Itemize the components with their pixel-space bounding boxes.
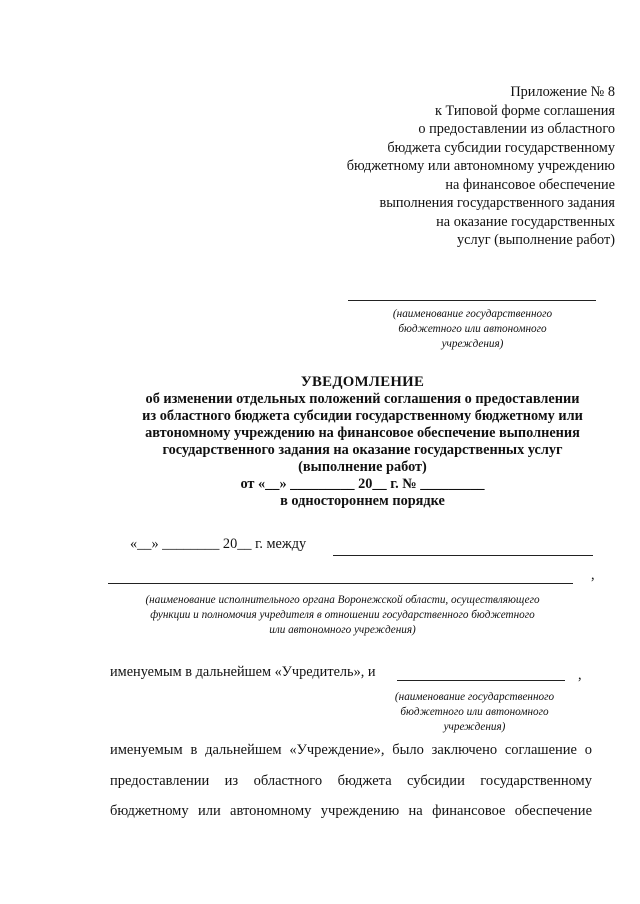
notice-heading: УВЕДОМЛЕНИЕ — [300, 374, 425, 390]
appendix-header — [347, 83, 615, 250]
appendix-line: услуг (выполнение работ) — [456, 232, 615, 248]
notice-date-line: от «__» _________ 20__ г. № _________ — [240, 476, 485, 492]
founder-line: именуемым в дальнейшем «Учредитель», и — [110, 664, 376, 680]
appendix-line: на оказание государственных — [436, 213, 615, 230]
appendix-line: бюджетному или автономному учреждению — [346, 158, 615, 174]
notice-line: из областного бюджета субсидии государственному бюджетному или — [142, 408, 583, 424]
institution-caption: (наименование государственного бюджетного или автономного учреждения) — [394, 691, 555, 733]
appendix-line: о предоставлении из областного — [418, 121, 615, 137]
notice-line: государственного задания на оказание государственных услуг — [162, 442, 563, 458]
comma: , — [578, 667, 582, 683]
recipient-name-blank[interactable] — [348, 300, 596, 301]
paragraph-line: бюджетному или автономному учреждению на финансовое обеспечение — [110, 803, 592, 819]
institution-name-blank[interactable] — [397, 680, 565, 681]
appendix-line: к Типовой форме соглашения — [434, 102, 615, 119]
notice-line: автономному учреждению на финансовое обеспечение выполнения — [145, 425, 580, 441]
paragraph-line: предоставлении из областного бюджета субсидии государственному — [110, 773, 592, 789]
comma: , — [591, 567, 595, 583]
notice-line: (выполнение работ) — [298, 459, 427, 475]
notice-title — [90, 374, 635, 510]
authority-name-blank[interactable] — [108, 583, 573, 584]
agreement-date-line: «__» ________ 20__ г. между — [130, 536, 307, 552]
notice-mode: в одностороннем порядке — [280, 493, 445, 509]
parties-blank-1[interactable] — [333, 555, 593, 556]
authority-caption: (наименование исполнительного органа Воронежской области, осуществляющего функции и полномочия учредителя в отношении государственного бюджетного или автономного учреждения) — [145, 594, 540, 636]
recipient-caption: (наименование государственного бюджетного или автономного учреждения) — [392, 308, 553, 350]
appendix-line: Приложение № 8 — [510, 84, 615, 100]
appendix-line: бюджета субсидии государственному — [387, 139, 615, 156]
appendix-line: выполнения государственного задания — [379, 195, 615, 211]
appendix-line: на финансовое обеспечение — [445, 176, 615, 193]
notice-line: об изменении отдельных положений соглашения о предоставлении — [145, 391, 580, 407]
paragraph-line: именуемым в дальнейшем «Учреждение», было заключено соглашение о — [110, 742, 592, 758]
